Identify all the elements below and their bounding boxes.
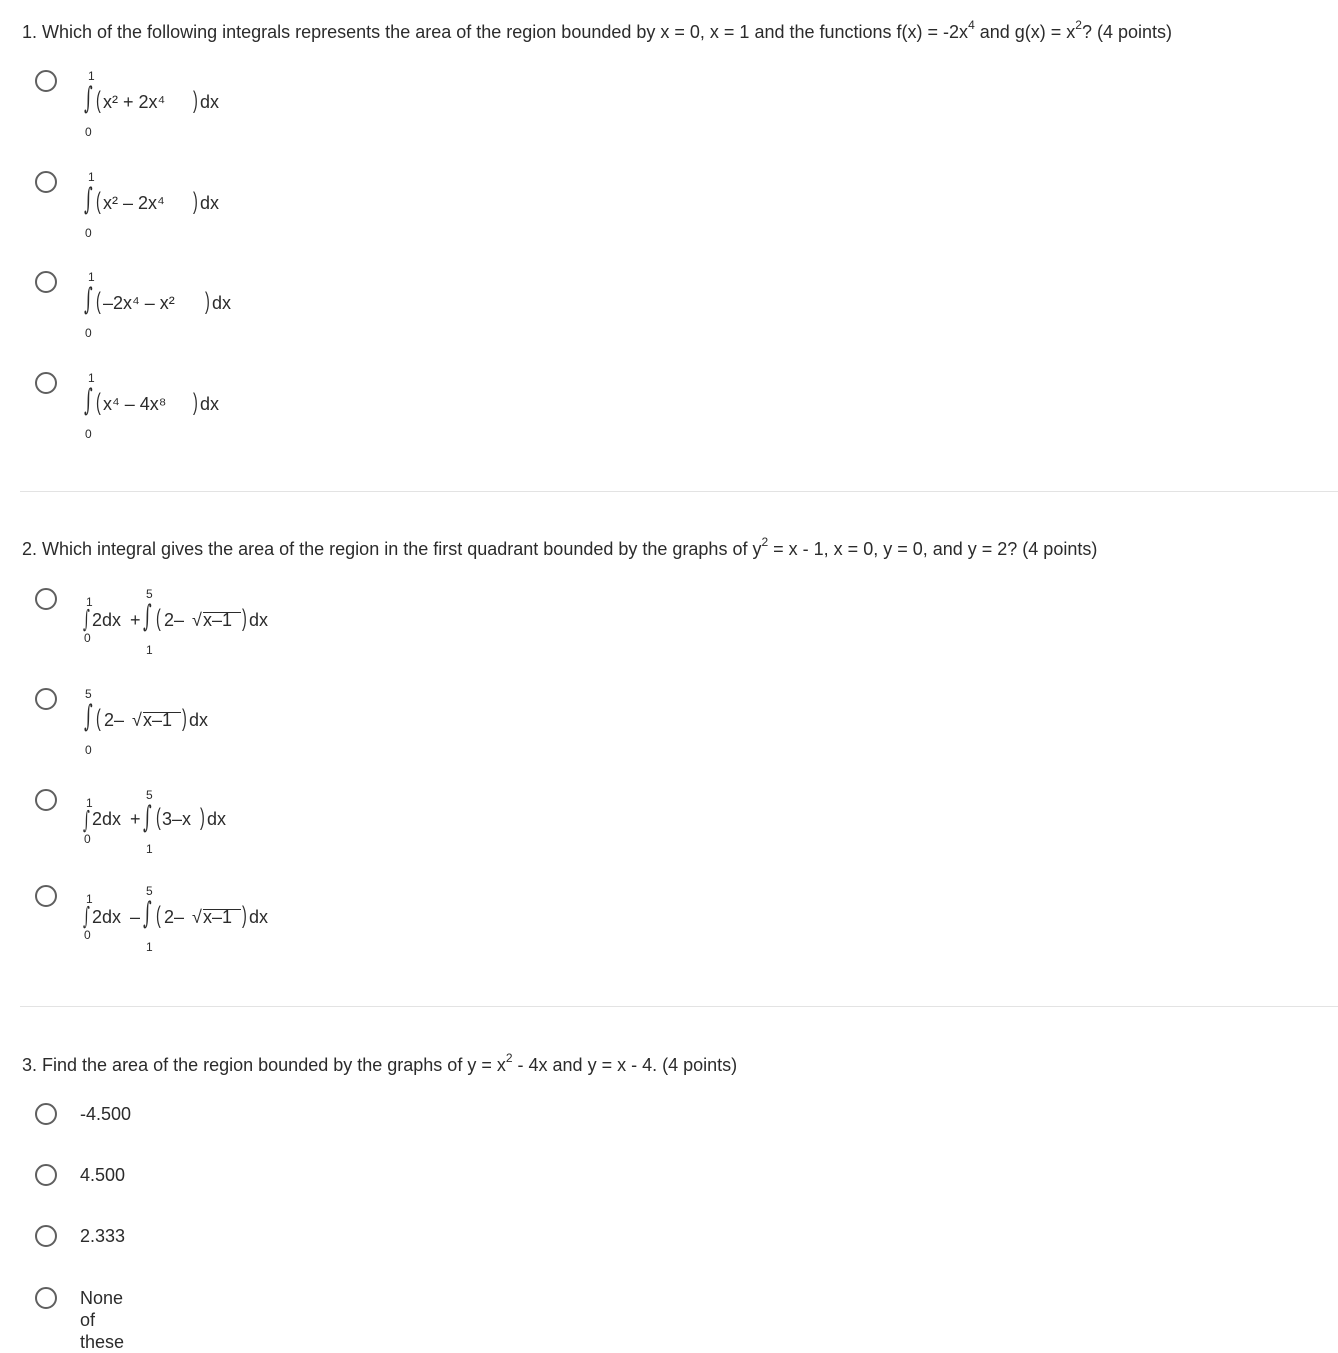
question-2 xyxy=(22,535,1338,560)
radio-button[interactable] xyxy=(35,588,57,610)
radio-button[interactable] xyxy=(35,171,57,193)
question-2-text: 2. Which integral gives the area of the region in the first quadrant bounded by the graphs of $y^2 = x - 1$, x = 0, y = 0, and y = 2? (4 points) xyxy=(22,535,1098,559)
option-label: None of these xyxy=(80,1288,125,1352)
question-3 xyxy=(22,1051,1338,1076)
question-1 xyxy=(22,18,1338,43)
divider xyxy=(20,1006,1338,1007)
radio-button[interactable] xyxy=(35,1287,57,1309)
radio-button[interactable] xyxy=(35,70,57,92)
option-label: -4.500 xyxy=(80,1104,132,1124)
option-label: 4.500 xyxy=(80,1165,126,1185)
question-1-text: 1. Which of the following integrals represents the area of the region bounded by x = 0, x = 1 and the functions $f(x) = -2x^4$ and $g(x) = x^2$? (4 points) xyxy=(22,18,1173,42)
radio-button[interactable] xyxy=(35,885,57,907)
radio-button[interactable] xyxy=(35,1164,57,1186)
option-label: 2.333 xyxy=(80,1226,126,1246)
radio-button[interactable] xyxy=(35,372,57,394)
question-3-text: 3. Find the area of the region bounded by the graphs of $y = x^2 - 4x$ and y = x - 4. (4 points) xyxy=(22,1051,738,1075)
radio-button[interactable] xyxy=(35,789,57,811)
radio-button[interactable] xyxy=(35,1225,57,1247)
divider xyxy=(20,491,1338,492)
radio-button[interactable] xyxy=(35,271,57,293)
radio-button[interactable] xyxy=(35,1103,57,1125)
radio-button[interactable] xyxy=(35,688,57,710)
